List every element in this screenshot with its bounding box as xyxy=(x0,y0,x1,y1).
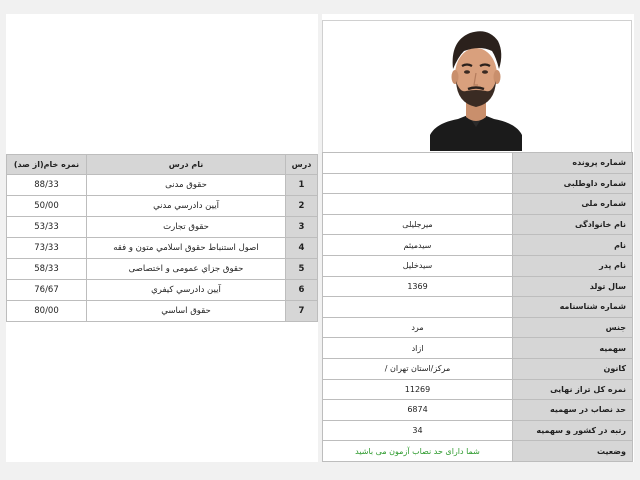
info-row-center xyxy=(323,358,633,379)
info-label: نام خانوادگی xyxy=(513,214,633,235)
raw-score: 76/67 xyxy=(7,280,87,301)
info-row-father-name xyxy=(323,255,633,276)
info-row-last-name xyxy=(323,214,633,235)
course-number: 1 xyxy=(286,175,318,196)
course-number: 7 xyxy=(286,301,318,322)
info-value xyxy=(323,173,513,194)
info-label: سال تولد xyxy=(513,276,633,297)
info-row-first-name xyxy=(323,235,633,256)
info-label: شماره ملی xyxy=(513,194,633,215)
raw-score: 50/00 xyxy=(7,196,87,217)
info-row-rank xyxy=(323,420,633,441)
course-name: حقوق مدنی xyxy=(87,175,286,196)
status-message: شما دارای حد نصاب آزمون می باشید xyxy=(323,441,513,462)
header-course-number: درس xyxy=(286,155,318,175)
raw-score: 80/00 xyxy=(7,301,87,322)
info-label: کانون xyxy=(513,358,633,379)
person-portrait-photo xyxy=(430,23,522,151)
info-row-birth-year xyxy=(323,276,633,297)
raw-score: 73/33 xyxy=(7,238,87,259)
candidate-info-table xyxy=(322,152,633,462)
info-value xyxy=(323,153,513,174)
info-row-file-number xyxy=(323,153,633,174)
table-row xyxy=(7,280,318,301)
info-label: شماره پرونده xyxy=(513,153,633,174)
table-row xyxy=(7,301,318,322)
course-grades-table xyxy=(6,154,318,322)
info-row-candidate-number xyxy=(323,173,633,194)
info-value: ازاد xyxy=(323,338,513,359)
info-label: نمره کل تراز نهایی xyxy=(513,379,633,400)
info-label: سهمیه xyxy=(513,338,633,359)
table-row xyxy=(7,196,318,217)
info-row-birth-certificate xyxy=(323,297,633,318)
info-value: 1369 xyxy=(323,276,513,297)
course-name: حقوق تجارت xyxy=(87,217,286,238)
table-row xyxy=(7,175,318,196)
info-value: / مرکز/استان تهران xyxy=(323,358,513,379)
table-row xyxy=(7,217,318,238)
info-value: مرد xyxy=(323,317,513,338)
info-label: وضعیت xyxy=(513,441,633,462)
course-name: حقوق اساسي xyxy=(87,301,286,322)
header-course-name: نام درس xyxy=(87,155,286,175)
photo-frame xyxy=(322,20,632,152)
info-row-gender xyxy=(323,317,633,338)
course-number: 4 xyxy=(286,238,318,259)
grades-header-row xyxy=(7,155,318,175)
info-label: حد نصاب در سهمیه xyxy=(513,400,633,421)
raw-score: 58/33 xyxy=(7,259,87,280)
background-band-right xyxy=(634,14,640,462)
table-row xyxy=(7,238,318,259)
info-label: جنس xyxy=(513,317,633,338)
info-value xyxy=(323,194,513,215)
info-value: 11269 xyxy=(323,379,513,400)
course-name: حقوق جزاي عمومی و اختصاصی xyxy=(87,259,286,280)
info-row-quota xyxy=(323,338,633,359)
info-row-national-id xyxy=(323,194,633,215)
info-row-quota-threshold xyxy=(323,400,633,421)
info-value: سیدخلیل xyxy=(323,255,513,276)
info-label: نام xyxy=(513,235,633,256)
info-value: 6874 xyxy=(323,400,513,421)
course-number: 6 xyxy=(286,280,318,301)
course-number: 3 xyxy=(286,217,318,238)
course-name: آيين دادرسي مدني xyxy=(87,196,286,217)
info-value xyxy=(323,297,513,318)
background-band-top xyxy=(0,0,640,14)
info-label: شماره داوطلبی xyxy=(513,173,633,194)
table-row xyxy=(7,259,318,280)
info-row-status xyxy=(323,441,633,462)
info-label: رتبه در کشور و سهمیه xyxy=(513,420,633,441)
info-value: 34 xyxy=(323,420,513,441)
raw-score: 88/33 xyxy=(7,175,87,196)
course-number: 2 xyxy=(286,196,318,217)
course-number: 5 xyxy=(286,259,318,280)
course-name: اصول استنباط حقوق اسلامي متون و فقه xyxy=(87,238,286,259)
header-raw-score: نمره خام(از صد) xyxy=(7,155,87,175)
info-label: نام پدر xyxy=(513,255,633,276)
raw-score: 53/33 xyxy=(7,217,87,238)
info-value: سیدمیثم xyxy=(323,235,513,256)
info-value: میرجلیلی xyxy=(323,214,513,235)
background-band-bottom xyxy=(0,462,640,480)
course-name: آيين دادرسي کيفري xyxy=(87,280,286,301)
info-label: شماره شناسنامه xyxy=(513,297,633,318)
info-row-total-score xyxy=(323,379,633,400)
